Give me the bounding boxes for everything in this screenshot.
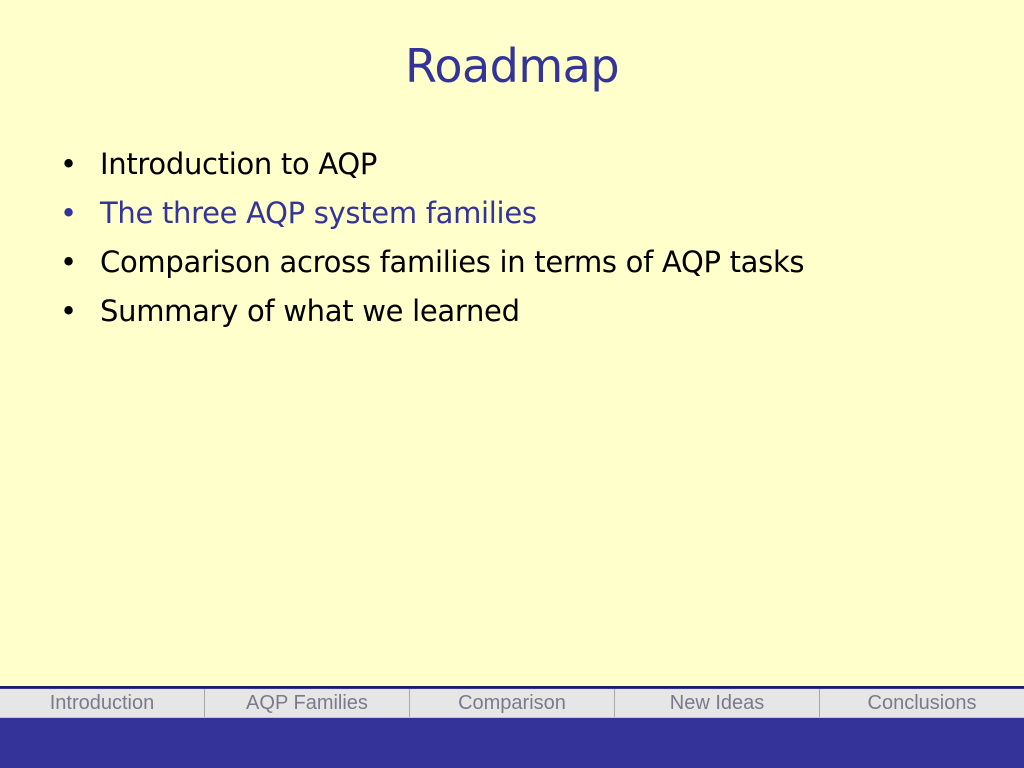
bullet-item [58,238,804,287]
bullet-point-icon: • [60,147,77,181]
bullet-item [58,287,804,336]
tab-conclusions[interactable]: Conclusions [867,692,977,714]
bullet-text: Summary of what we learned [100,294,520,328]
tab-new-ideas[interactable]: New Ideas [615,689,820,717]
slide-title: Roadmap [404,39,620,93]
tab-introduction[interactable]: Introduction [0,689,205,717]
bullet-text: Introduction to AQP [100,147,378,181]
navbar-divider [0,686,1024,688]
bullet-item-active [58,189,804,238]
tab-aqp-families[interactable]: AQP Families [205,689,410,717]
section-navbar [0,686,1024,768]
bullet-text: Comparison across families in terms of AQP tasks [100,245,805,279]
bullet-item [58,140,804,189]
bullet-list [58,140,804,336]
bullet-text: The three AQP system families [100,196,537,230]
bullet-point-icon: • [60,245,77,279]
bullet-point-icon: • [60,294,77,328]
tab-comparison[interactable]: Comparison [410,689,615,717]
bullet-point-icon: • [60,196,77,230]
section-tabs [0,689,1024,718]
